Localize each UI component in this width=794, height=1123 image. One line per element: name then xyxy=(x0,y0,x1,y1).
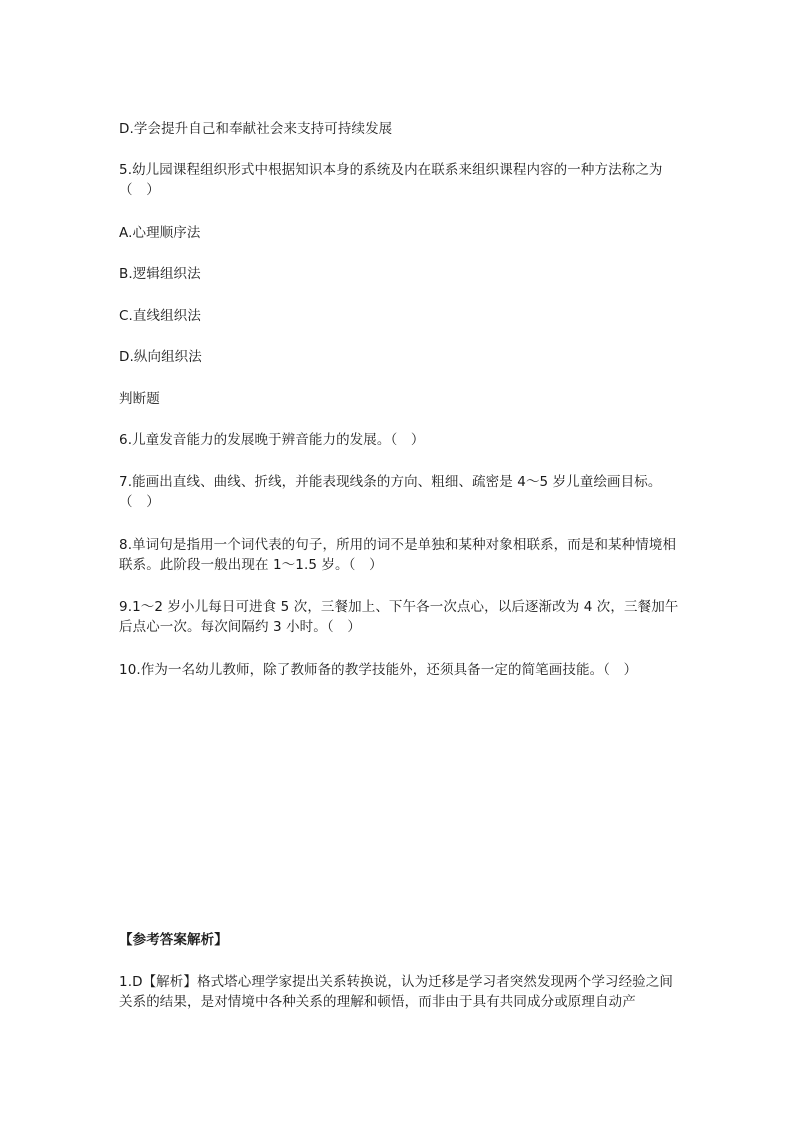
option-d-q5: D.纵向组织法 xyxy=(119,349,202,365)
question-9: 9.1～2 岁小儿每日可进食 5 次，三餐加上、下午各一次点心，以后逐渐改为 4 次，三餐加午后点心一次。每次间隔约 3 小时。（ ） xyxy=(119,599,679,635)
question-8: 8.单词句是指用一个词代表的句子，所用的词不是单独和某种对象相联系，而是和某种情境相联系。此阶段一般出现在 1～1.5 岁。（ ） xyxy=(119,537,677,573)
question-7: 7.能画出直线、曲线、折线，并能表现线条的方向、粗细、疏密是 4～5 岁儿童绘画目标。（ ） xyxy=(119,474,662,510)
question-10: 10.作为一名幼儿教师，除了教师备的教学技能外，还须具备一定的简笔画技能。（ ） xyxy=(119,662,638,678)
option-b-q5: B.逻辑组织法 xyxy=(119,266,201,282)
option-d-q4: D.学会提升自己和奉献社会来支持可持续发展 xyxy=(119,121,393,137)
option-c-q5: C.直线组织法 xyxy=(119,308,201,324)
answer-heading: 【参考答案解析】 xyxy=(119,932,228,948)
question-6: 6.儿童发音能力的发展晚于辨音能力的发展。（ ） xyxy=(119,432,425,448)
question-5: 5.幼儿园课程组织形式中根据知识本身的系统及内在联系来组织课程内容的一种方法称之为（ ） xyxy=(119,162,663,198)
section-heading-judgement: 判断题 xyxy=(119,391,160,407)
option-a-q5: A.心理顺序法 xyxy=(119,225,201,241)
answer-1: 1.D【解析】格式塔心理学家提出关系转换说，认为迁移是学习者突然发现两个学习经验之间关系的结果，是对情境中各种关系的理解和顿悟，而非由于具有共同成分或原理自动产 xyxy=(119,974,673,1010)
